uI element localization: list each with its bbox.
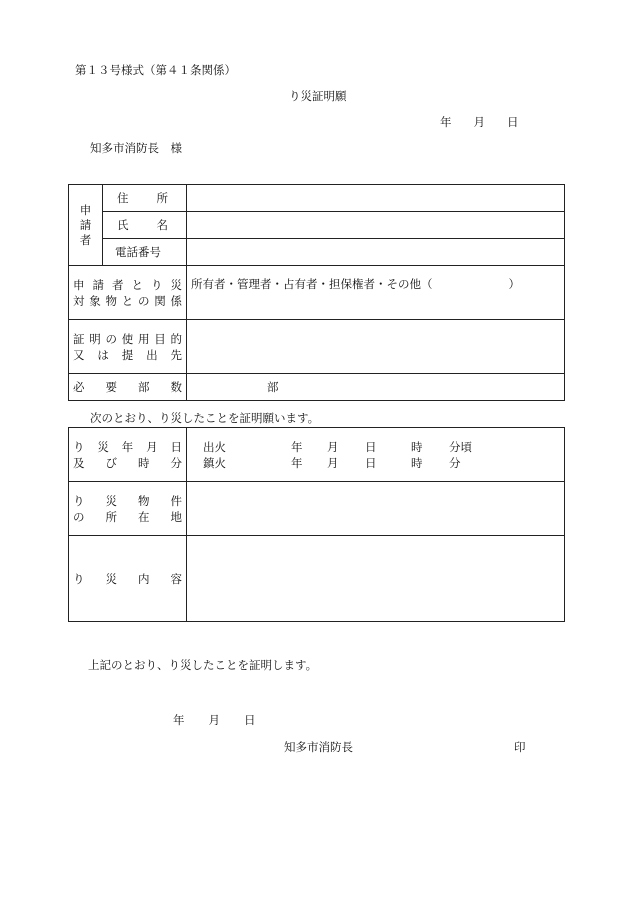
fire-out-row: 鎮火 年 月 日 時 分 xyxy=(203,455,461,470)
content-field[interactable] xyxy=(187,536,565,622)
month-label: 月 xyxy=(208,713,220,727)
location-field[interactable] xyxy=(187,482,565,536)
incident-table xyxy=(68,427,565,622)
name-label: 氏 名 xyxy=(103,212,187,239)
certification-date xyxy=(173,712,256,728)
day-label: 日 xyxy=(507,115,519,129)
applicant-group-label: 申 請 者 xyxy=(69,185,103,266)
fire-start-row: 出火 年 月 日 時 分頃 xyxy=(203,439,472,454)
year-label: 年 xyxy=(173,713,185,727)
phone-label: 電話番号 xyxy=(103,239,187,266)
form-number: 第１３号様式（第４１条関係） xyxy=(75,63,236,77)
certification-text: 上記のとおり、り災したことを証明します。 xyxy=(88,658,318,672)
relation-label: 申 請 者 と り 災 対 象 物 と の 関 係 xyxy=(69,266,187,320)
relation-field[interactable] xyxy=(187,266,565,320)
relation-options: 所有者・管理者・占有者・担保権者・その他（ xyxy=(191,277,433,291)
address-field[interactable] xyxy=(187,185,565,212)
location-label: り 災 物 件 の 所 在 地 xyxy=(69,482,187,536)
relation-close-paren: ） xyxy=(508,277,520,291)
purpose-label: 証 明 の 使 用 目 的 又 は 提 出 先 xyxy=(69,320,187,374)
request-statement: 次のとおり、り災したことを証明願います。 xyxy=(90,411,320,425)
copies-unit: 部 xyxy=(267,380,279,394)
addressee: 知多市消防長 様 xyxy=(90,141,182,155)
datetime-label: り 災 年 月 日 及 び 時 分 xyxy=(69,428,187,482)
document-title: り災証明願 xyxy=(289,89,347,103)
copies-field[interactable] xyxy=(187,374,565,401)
datetime-field[interactable] xyxy=(187,428,565,482)
issuer: 知多市消防長 xyxy=(284,740,353,754)
address-label: 住 所 xyxy=(103,185,187,212)
content-label: り 災 内 容 xyxy=(69,536,187,622)
purpose-field[interactable] xyxy=(187,320,565,374)
seal-mark: 印 xyxy=(514,740,526,754)
phone-field[interactable] xyxy=(187,239,565,266)
application-table xyxy=(68,184,565,401)
year-label: 年 xyxy=(440,115,452,129)
day-label: 日 xyxy=(244,713,256,727)
copies-label: 必 要 部 数 xyxy=(69,374,187,401)
request-date xyxy=(440,114,519,130)
name-field[interactable] xyxy=(187,212,565,239)
month-label: 月 xyxy=(473,115,485,129)
